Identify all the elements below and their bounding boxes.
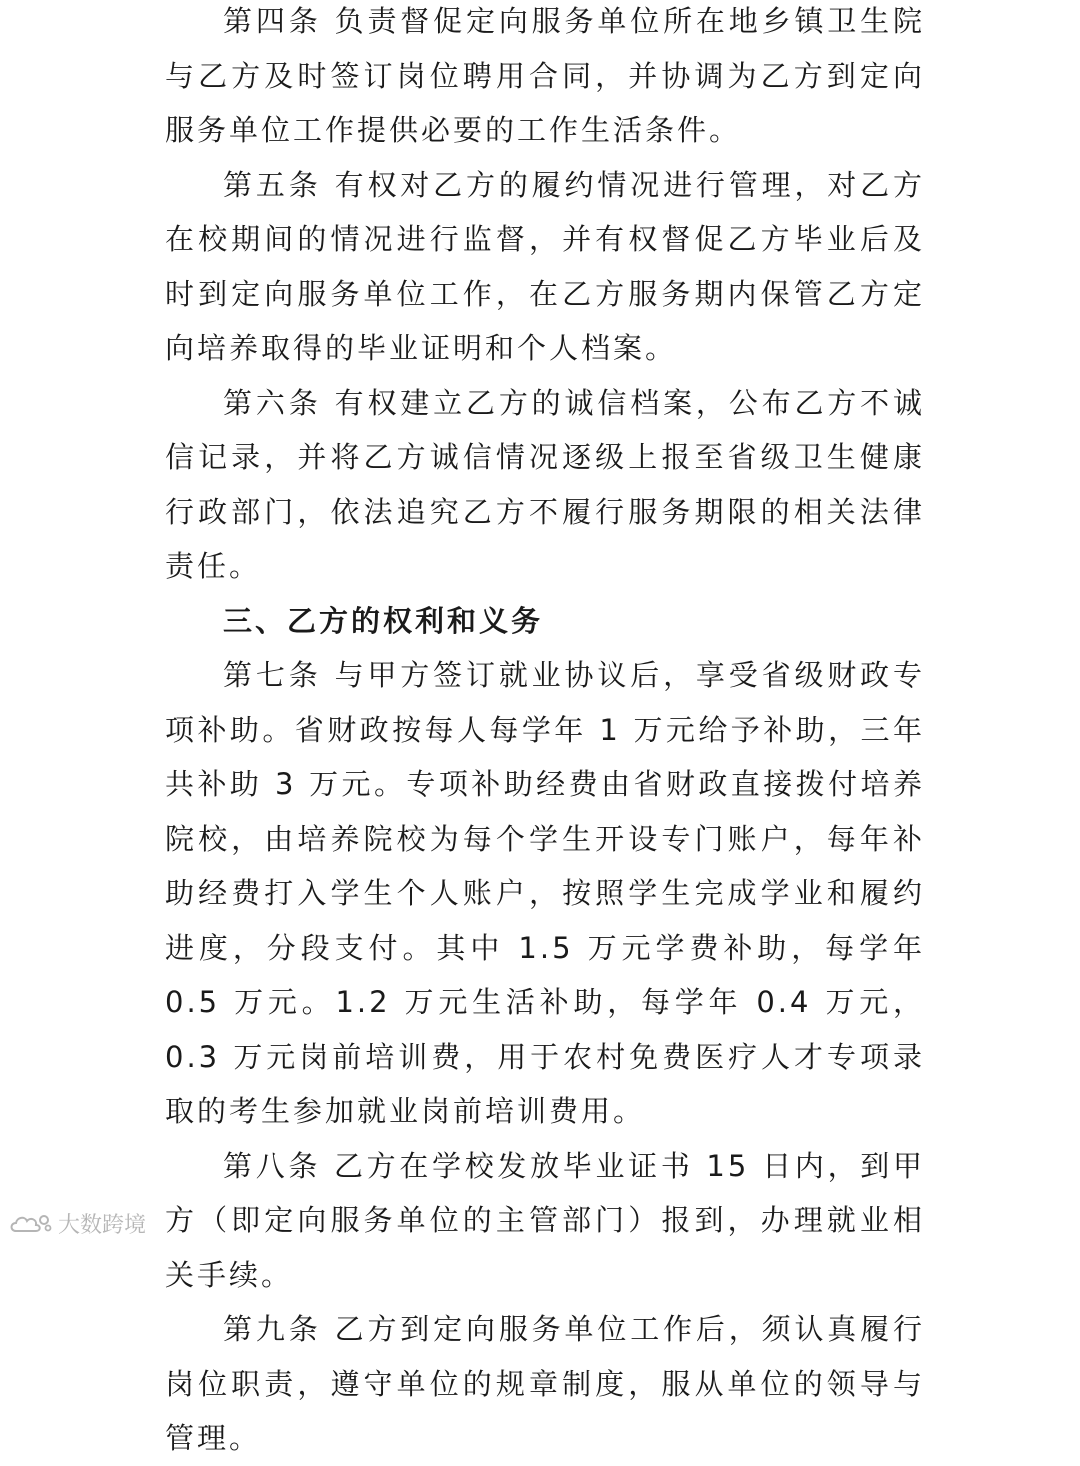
article-9: 第九条 乙方到定向服务单位工作后，须认真履行岗位职责，遵守单位的规章制度，服从单位的领导与管理。 [165, 1312, 925, 1455]
document-body [165, 0, 925, 1466]
watermark [8, 1208, 146, 1239]
section-heading: 三、乙方的权利和义务 [223, 603, 544, 638]
article-7: 第七条 与甲方签订就业协议后，享受省级财政专项补助。省财政按每人每学年 1 万元给予补助，三年共补助 3 万元。专项补助经费由省财政直接拨付培养院校，由培养院校为每个学生开设专门账户，每年补助经费打入学生个人账户，按照学生完成学业和履约进度，分段支付。其中 1.5 万元学费补助，每学年 0.5 万元。1.2 万元生活补助，每学年 0.4 万元，0.3 万元岗前培训费，用于农村免费医疗人才专项录取的考生参加就业岗前培训费用。 [165, 658, 925, 1128]
article-6: 第六条 有权建立乙方的诚信档案，公布乙方不诚信记录，并将乙方诚信情况逐级上报至省级卫生健康行政部门，依法追究乙方不履行服务期限的相关法律责任。 [165, 385, 925, 583]
watermark-text: 大数跨境 [58, 1213, 147, 1238]
cloud-logo-icon [8, 1211, 52, 1237]
article-4: 第四条 负责督促定向服务单位所在地乡镇卫生院与乙方及时签订岗位聘用合同，并协调为乙方到定向服务单位工作提供必要的工作生活条件。 [165, 4, 925, 147]
article-8: 第八条 乙方在学校发放毕业证书 15 日内，到甲方（即定向服务单位的主管部门）报到，办理就业相关手续。 [165, 1148, 925, 1292]
article-5: 第五条 有权对乙方的履约情况进行管理，对乙方在校期间的情况进行监督，并有权督促乙方毕业后及时到定向服务单位工作，在乙方服务期内保管乙方定向培养取得的毕业证明和个人档案。 [165, 167, 925, 365]
